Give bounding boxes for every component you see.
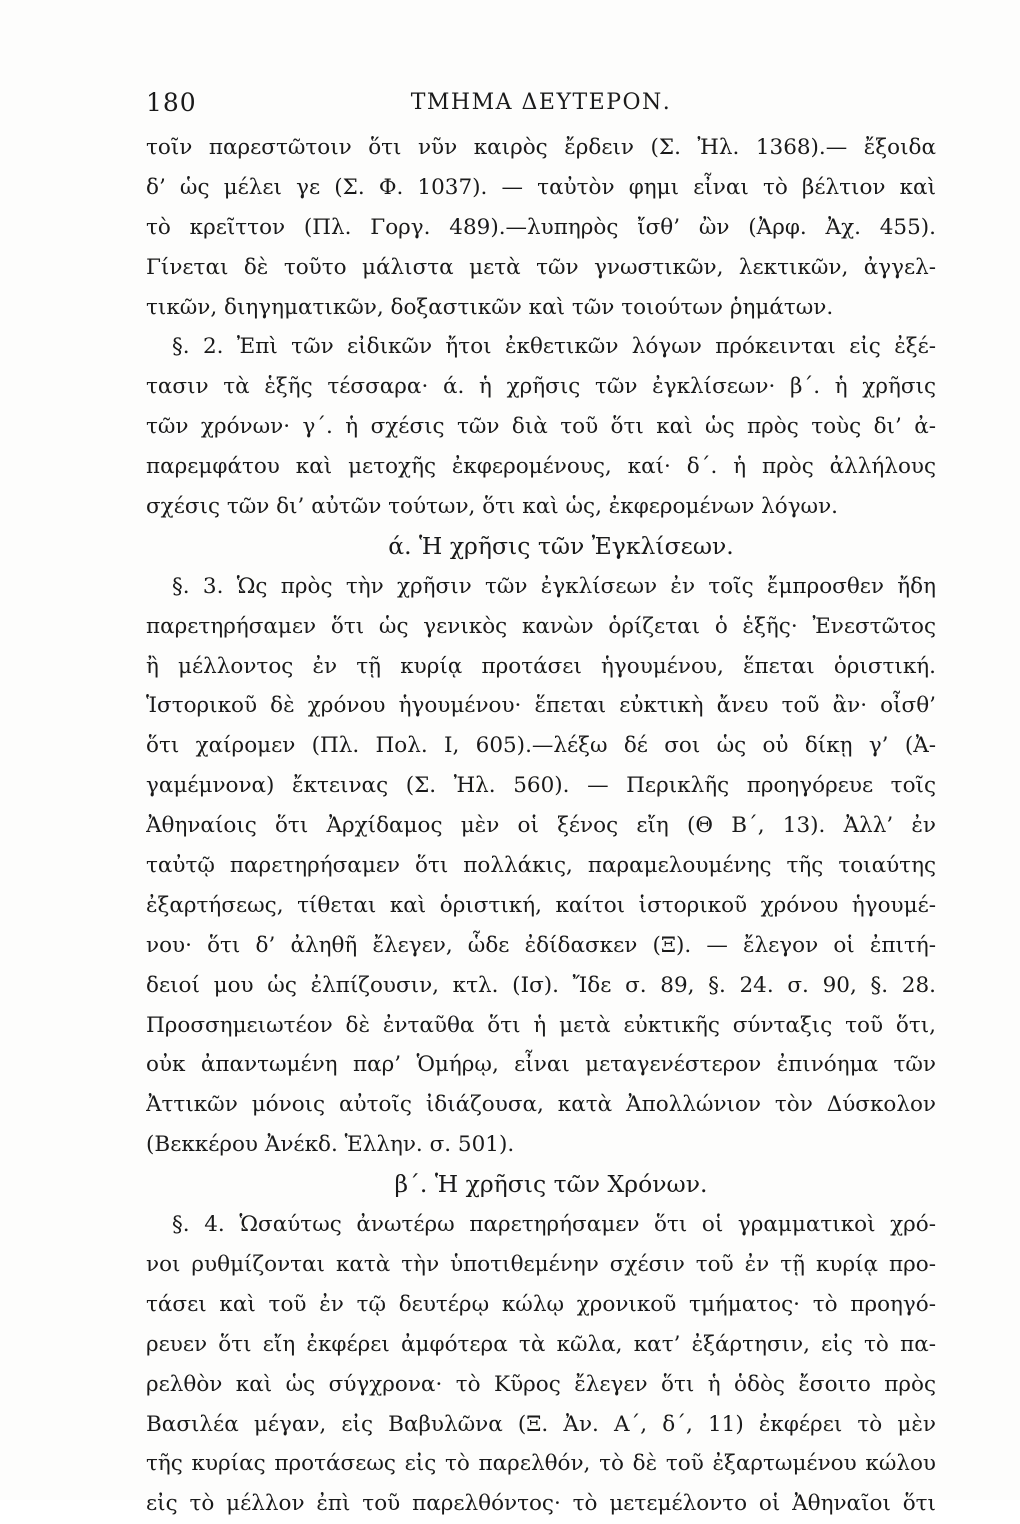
running-head: ΤΜΗΜΑ ΔΕΥΤΕΡΟΝ. <box>410 90 672 115</box>
text-line: εἰς τὸ μέλλον ἐπὶ τοῦ παρελθόντος· τὸ μετεμέλοντο οἱ Ἀθηναῖοι ὅτι <box>146 1491 936 1517</box>
text-line: γαμέμνονα) ἔκτεινας (Σ. Ἠλ. 560). — Περικλῆς προηγόρευε τοῖς <box>146 773 936 799</box>
text-line: παρετηρήσαμεν ὅτι ὡς γενικὸς κανὼν ὁρίζεται ὁ ἑξῆς· Ἐνεστῶτος <box>146 613 936 639</box>
text-line: τὸ κρεῖττον (Πλ. Γοργ. 489).—λυπηρὸς ἴσθ’ ὢν (Ἀρφ. Ἀχ. 455). <box>146 214 936 240</box>
text-line: ἢ μέλλοντος ἐν τῇ κυρίᾳ προτάσει ἡγουμένου, ἕπεται ὁριστική. <box>146 653 936 679</box>
text-line: ὅτι χαίρομεν (Πλ. Πολ. Ι, 605).—λέξω δέ σοι ὡς οὐ δίκῃ γ’ (Ἀ- <box>146 733 936 759</box>
text-line: τάσει καὶ τοῦ ἐν τῷ δευτέρῳ κώλῳ χρονικοῦ τμήματος· τὸ προηγό- <box>146 1291 936 1317</box>
text-line: δειοί μου ὡς ἐλπίζουσιν, κτλ. (Ισ). Ἴδε σ. 89, §. 24. σ. 90, §. 28. <box>146 972 936 998</box>
text-line: τῆς κυρίας προτάσεως εἰς τὸ παρελθόν, τὸ δὲ τοῦ ἐξαρτωμένου κώλου <box>146 1451 936 1477</box>
text-line: νου· ὅτι δ’ ἀληθῆ ἔλεγεν, ὧδε ἐδίδασκεν (Ξ). — ἔλεγον οἱ ἐπιτή- <box>146 932 936 958</box>
paragraph-2-start: §. 2. Ἐπὶ τῶν εἰδικῶν ἤτοι ἐκθετικῶν λόγων πρόκεινται εἰς ἐξέ- <box>172 334 936 360</box>
text-line: Ἱστορικοῦ δὲ χρόνου ἡγουμένου· ἕπεται εὐκτικὴ ἄνευ τοῦ ἂν· οἶσθ’ <box>146 693 936 719</box>
text-line: ρευεν ὅτι εἴη ἐκφέρει ἀμφότερα τὰ κῶλα, κατ’ ἐξάρτησιν, εἰς τὸ πα- <box>146 1331 936 1357</box>
paragraph-4-start: §. 4. Ὡσαύτως ἀνωτέρω παρετηρήσαμεν ὅτι οἱ γραμματικοὶ χρό- <box>172 1212 936 1238</box>
page-number: 180 <box>146 88 197 117</box>
body-text <box>146 128 936 1524</box>
text-line: Βασιλέα μέγαν, εἰς Βαβυλῶνα (Ξ. Ἀν. Α΄, δ΄, 11) ἐκφέρει τὸ μὲν <box>146 1411 936 1437</box>
text-line: νοι ρυθμίζονται κατὰ τὴν ὑποτιθεμένην σχέσιν τοῦ ἐν τῇ κυρίᾳ προ- <box>146 1251 936 1277</box>
text-line: ταὐτῷ παρετηρήσαμεν ὅτι πολλάκις, παραμελουμένης τῆς τοιαύτης <box>146 853 936 879</box>
text-line: τικῶν, διηγηματικῶν, δοξαστικῶν καὶ τῶν τοιούτων ῥημάτων. <box>146 294 834 320</box>
text-line: παρεμφάτου καὶ μετοχῆς ἐκφερομένους, καί· δ΄. ἡ πρὸς ἀλλήλους <box>146 454 936 480</box>
text-line: ρελθὸν καὶ ὡς σύγχρονα· τὸ Κῦρος ἔλεγεν ὅτι ἡ ὁδὸς ἔσοιτο πρὸς <box>146 1371 936 1397</box>
text-line: τασιν τὰ ἑξῆς τέσσαρα· ά. ἡ χρῆσις τῶν ἐγκλίσεων· β΄. ἡ χρῆσις <box>146 374 936 400</box>
text-line: ἐξαρτήσεως, τίθεται καὶ ὁριστική, καίτοι ἱστορικοῦ χρόνου ἡγουμέ- <box>146 892 936 918</box>
text-line: τοῖν παρεστῶτοιν ὅτι νῦν καιρὸς ἔρδειν (Σ. Ἠλ. 1368).— ἔξοιδα <box>146 135 936 160</box>
text-line: Προσσημειωτέον δὲ ἐνταῦθα ὅτι ἡ μετὰ εὐκτικῆς σύνταξις τοῦ ὅτι, <box>146 1012 936 1038</box>
paragraph-3-start: §. 3. Ὡς πρὸς τὴν χρῆσιν τῶν ἐγκλίσεων ἐν τοῖς ἔμπροσθεν ἤδη <box>172 573 936 599</box>
text-line: Ἀθηναίοις ὅτι Ἀρχίδαμος μὲν οἱ ξένος εἴη (Θ Β΄, 13). Ἀλλ’ ἐν <box>146 813 936 839</box>
text-line: σχέσις τῶν δι’ αὐτῶν τούτων, ὅτι καὶ ὡς, ἐκφερομένων λόγων. <box>146 494 838 520</box>
section-heading-tenses: β΄. Ἡ χρῆσις τῶν Χρόνων. <box>394 1170 708 1199</box>
section-heading-moods: ά. Ἡ χρῆσις τῶν Ἐγκλίσεων. <box>388 531 734 560</box>
text-line: Ἀττικῶν μόνοις αὐτοῖς ἰδιάζουσα, κατὰ Ἀπολλώνιον τὸν Δύσκολον <box>146 1092 936 1118</box>
text-line: (Βεκκέρου Ἀνέκδ. Ἑλλην. σ. 501). <box>146 1132 515 1158</box>
text-line: τῶν χρόνων· γ΄. ἡ σχέσις τῶν διὰ τοῦ ὅτι καὶ ὡς πρὸς τοὺς δι’ ἀ- <box>146 414 936 440</box>
text-line: οὐκ ἀπαντωμένη παρ’ Ὁμήρῳ, εἶναι μεταγενέστερον ἐπινόημα τῶν <box>146 1052 936 1078</box>
text-line: δ’ ὡς μέλει γε (Σ. Φ. 1037). — ταὐτὸν φημι εἶναι τὸ βέλτιον καὶ <box>146 174 936 200</box>
page-header <box>146 88 936 118</box>
text-line: Γίνεται δὲ τοῦτο μάλιστα μετὰ τῶν γνωστικῶν, λεκτικῶν, ἀγγελ- <box>146 254 936 280</box>
